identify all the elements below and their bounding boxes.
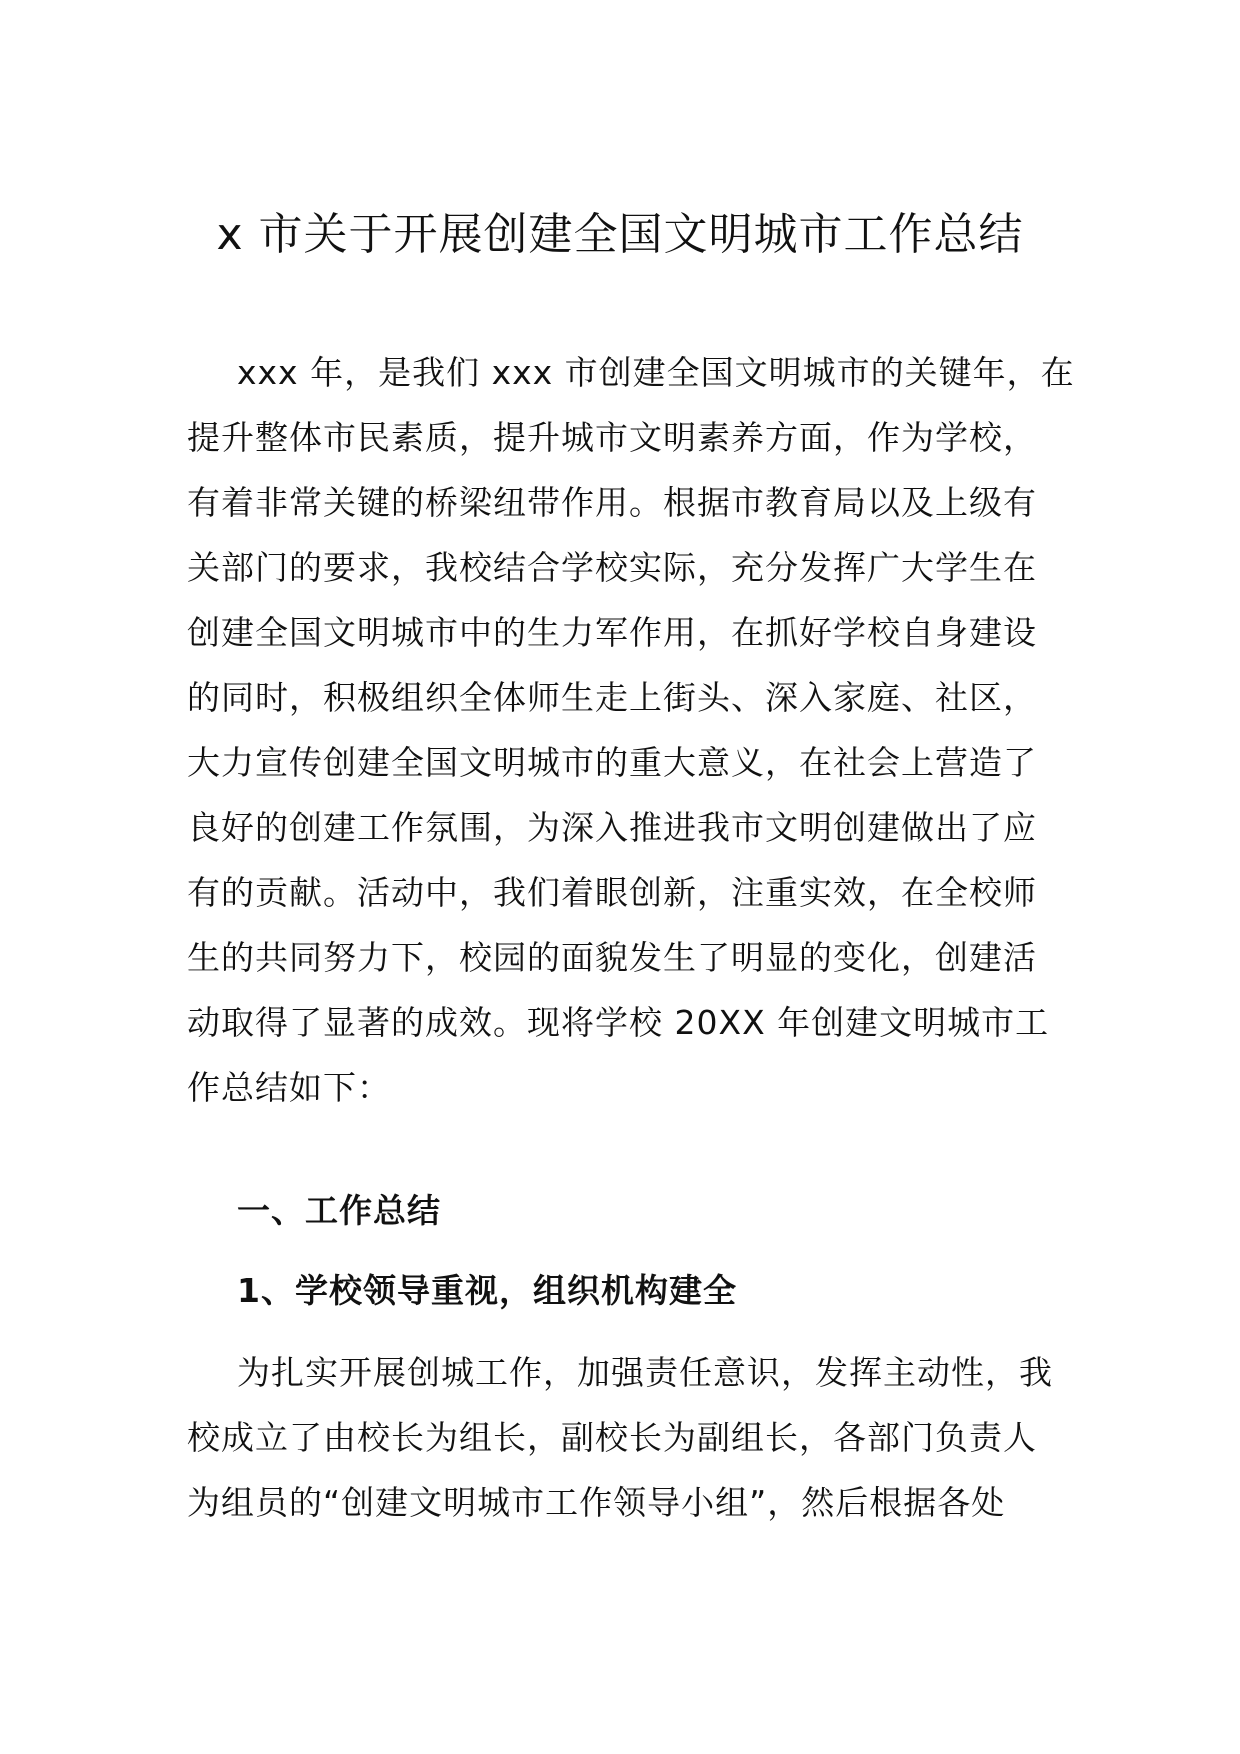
paragraph-line: 大力宣传创建全国文明城市的重大意义，在社会上营造了: [187, 743, 1037, 782]
paragraph-line: 提升整体市民素质，提升城市文明素养方面，作为学校，: [187, 418, 1037, 457]
paragraph-line: xxx 年，是我们 xxx 市创建全国文明城市的关键年，在: [237, 353, 1075, 392]
paragraph-line: 为组员的“创建文明城市工作领导小组”，然后根据各处: [187, 1483, 1006, 1522]
body-paragraph: [187, 1340, 1053, 1535]
section-heading: 一、工作总结: [237, 1191, 441, 1230]
paragraph-line: 创建全国文明城市中的生力军作用，在抓好学校自身建设: [187, 613, 1037, 652]
paragraph-line: 有着非常关键的桥梁纽带作用。根据市教育局以及上级有: [187, 483, 1037, 522]
paragraph-line: 生的共同努力下，校园的面貌发生了明显的变化，创建活: [187, 938, 1037, 977]
document-title: x 市关于开展创建全国文明城市工作总结: [216, 209, 1024, 260]
subsection-heading: 1、学校领导重视，组织机构建全: [237, 1271, 737, 1310]
paragraph-line: 为扎实开展创城工作，加强责任意识，发挥主动性，我: [237, 1353, 1053, 1392]
paragraph-line: 关部门的要求，我校结合学校实际，充分发挥广大学生在: [187, 548, 1037, 587]
paragraph-line: 的同时，积极组织全体师生走上街头、深入家庭、社区，: [187, 678, 1037, 717]
paragraph-line: 校成立了由校长为组长，副校长为副组长，各部门负责人: [187, 1418, 1037, 1457]
paragraph-line: 有的贡献。活动中，我们着眼创新，注重实效，在全校师: [187, 873, 1037, 912]
paragraph-line: 良好的创建工作氛围，为深入推进我市文明创建做出了应: [187, 808, 1037, 847]
paragraph-line: 作总结如下：: [187, 1068, 391, 1107]
paragraph-line: 动取得了显著的成效。现将学校 20XX 年创建文明城市工: [187, 1003, 1050, 1042]
intro-paragraph: [187, 340, 1075, 1120]
